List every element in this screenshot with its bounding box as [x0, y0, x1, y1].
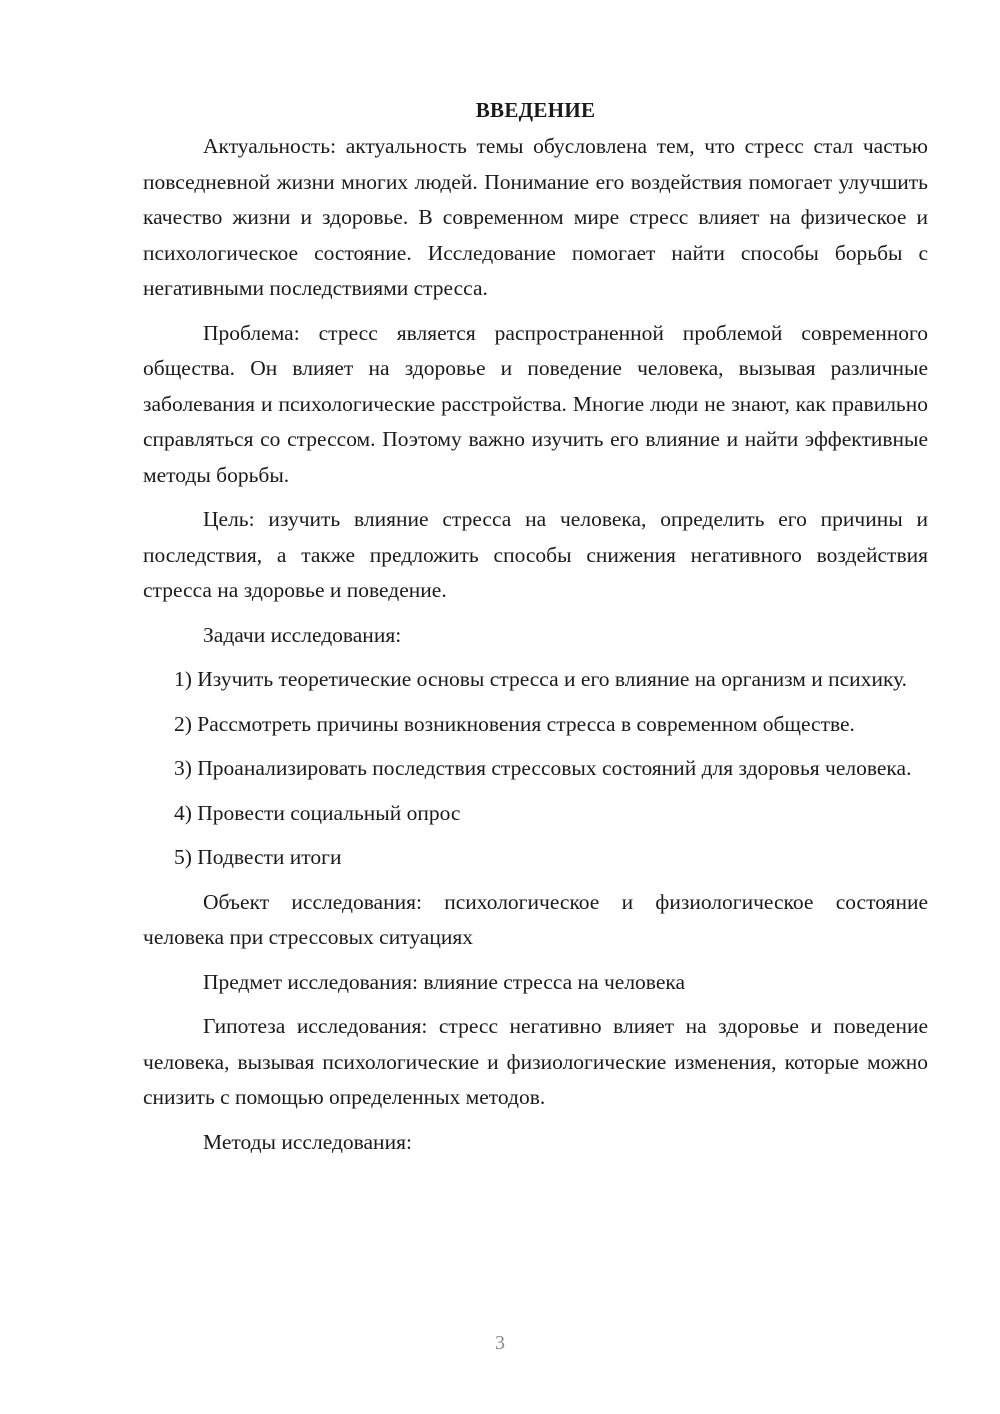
tasks-heading: Задачи исследования: [203, 622, 402, 647]
document-page [143, 95, 928, 1169]
document-title: ВВЕДЕНИЕ [475, 98, 596, 122]
task-item-1: 1) Изучить теоретические основы стресса и его влияние на организм и психику. [174, 667, 908, 691]
goal-paragraph: Цель: изучить влияние стресса на человека, определить его причины и последствия, а также предложить способы снижения негативного воздействия стресса на здоровье и поведение. [143, 507, 928, 602]
task-item-4: 4) Провести социальный опрос [174, 800, 461, 825]
problem-paragraph: Проблема: стресс является распространенной проблемой современного общества. Он влияет на здоровье и поведение человека, вызывая различные заболевания и психологические расстройства. Многие люди не знают, как правильно справляться со стрессом. Поэтому важно изучить его влияние и найти эффективные методы борьбы. [143, 320, 928, 487]
methods-heading: Методы исследования: [203, 1129, 412, 1154]
object-paragraph: Объект исследования: психологическое и физиологическое состояние человека при стрессовых ситуациях [143, 889, 928, 949]
task-item-2: 2) Рассмотреть причины возникновения стресса в современном обществе. [174, 711, 855, 736]
task-item-3: 3) Проанализировать последствия стрессовых состояний для здоровья человека. [174, 756, 912, 780]
task-item-5: 5) Подвести итоги [174, 845, 342, 869]
relevance-paragraph: Актуальность: актуальность темы обусловлена тем, что стресс стал частью повседневной жизни многих людей. Понимание его воздействия помогает улучшить качество жизни и здоровье. В современном мире стресс влияет на физическое и психологическое состояние. Исследование помогает найти способы борьбы с негативными последствиями стресса. [143, 134, 928, 300]
page-number: 3 [495, 1332, 505, 1354]
subject-paragraph: Предмет исследования: влияние стресса на человека [203, 969, 686, 994]
hypothesis-paragraph: Гипотеза исследования: стресс негативно влияет на здоровье и поведение человека, вызывая психологические и физиологические изменения, которые можно снизить с помощью определенных методов. [143, 1014, 928, 1109]
